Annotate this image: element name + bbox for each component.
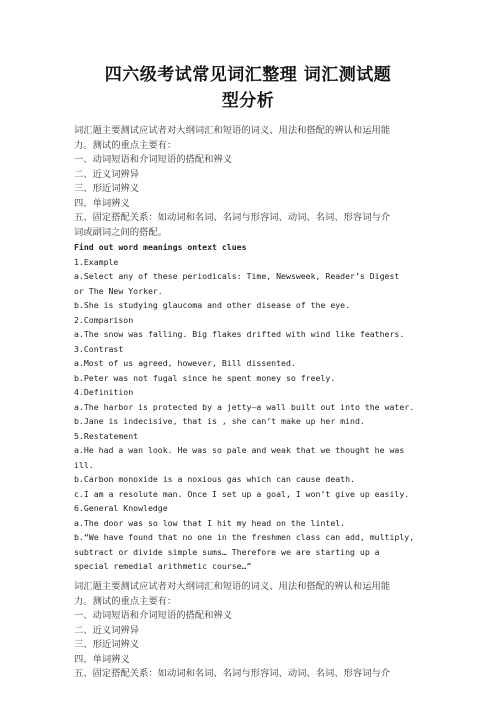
english-line: or The New Yorker.: [74, 285, 163, 296]
english-line: a.He had a wan look. He was so pale and weak that we thought he was: [74, 445, 405, 455]
intro-line: 词汇题主要测试应试者对大纲词汇和短语的词义、用法和搭配的辨认和运用能: [74, 125, 391, 136]
english-line: a.Most of us agreed, however, Bill dissented.: [74, 358, 296, 368]
outro-line: 词汇题主要测试应试者对大纲词汇和短语的词义、用法和搭配的辨认和运用能: [74, 581, 391, 592]
english-line: ill.: [74, 459, 94, 470]
intro-line: 四、单词辨义: [74, 197, 130, 209]
english-line: c.I am a resolute man. Once I set up a goal, I won’t give up easily.: [74, 488, 410, 499]
english-line: special remedial arithmetic course…”: [74, 561, 252, 571]
english-line: a.The harbor is protected by a jetty—a wall built out into the water.: [74, 401, 415, 412]
outro-line: 二、近义词辨异: [74, 624, 140, 636]
intro-line: 一、动词短语和介词短语的搭配和辨义: [74, 154, 233, 165]
english-line: a.The snow was falling. Big flakes drifted with wind like feathers.: [74, 329, 405, 339]
intro-line: 五、固定搭配关系：如动词和名词、名词与形容词、动词、名词、形容词与介: [74, 212, 391, 223]
outro-line: 五、固定搭配关系：如动词和名词、名词与形容词、动词、名词、形容词与介: [74, 668, 391, 679]
outro-line: 四、单词辨义: [74, 653, 130, 665]
english-line: b.“We have found that no one in the freshmen class can add, multiply,: [74, 532, 415, 542]
outro-line: 三、形近词辨义: [74, 639, 140, 650]
intro-line: 力。测试的重点主要有：: [74, 139, 177, 151]
intro-line: 词或副词之间的搭配。: [74, 226, 167, 238]
outro-line: 一、动词短语和介词短语的搭配和辨义: [74, 610, 233, 621]
english-line: 6.General Knowledge: [74, 503, 168, 513]
english-line: 3.Contrast: [74, 343, 124, 354]
english-line: a.The door was so low that I hit my head on the lintel.: [74, 517, 346, 528]
english-line: b.Carbon monoxide is a noxious gas which can cause death.: [74, 474, 355, 484]
document-title-line-2: 型分析: [221, 91, 275, 111]
intro-line: 二、近义词辨异: [74, 168, 140, 180]
english-line: b.Jane is indecisive, that is , she can’t make up her mind.: [74, 416, 365, 426]
english-line: b.She is studying glaucoma and other disease of the eye.: [74, 300, 351, 310]
english-heading: Find out word meanings ontext clues: [74, 242, 247, 252]
english-line: b.Peter was not fugal since he spent money so freely.: [74, 372, 336, 383]
english-line: 1.Example: [74, 256, 119, 267]
english-line: a.Select any of these periodicals: Time, Newsweek, Reader’s Digest: [74, 271, 400, 281]
english-line: 5.Restatement: [74, 430, 139, 441]
intro-line: 三、形近词辨义: [74, 183, 140, 194]
document-title-line-1: 四六级考试常见词汇整理 词汇测试题: [104, 65, 392, 85]
english-line: 4.Definition: [74, 387, 134, 397]
english-line: 2.Comparison: [74, 314, 134, 325]
outro-line: 力。测试的重点主要有：: [74, 595, 177, 607]
english-line: subtract or divide simple sums… Therefore we are starting up a: [74, 546, 380, 557]
